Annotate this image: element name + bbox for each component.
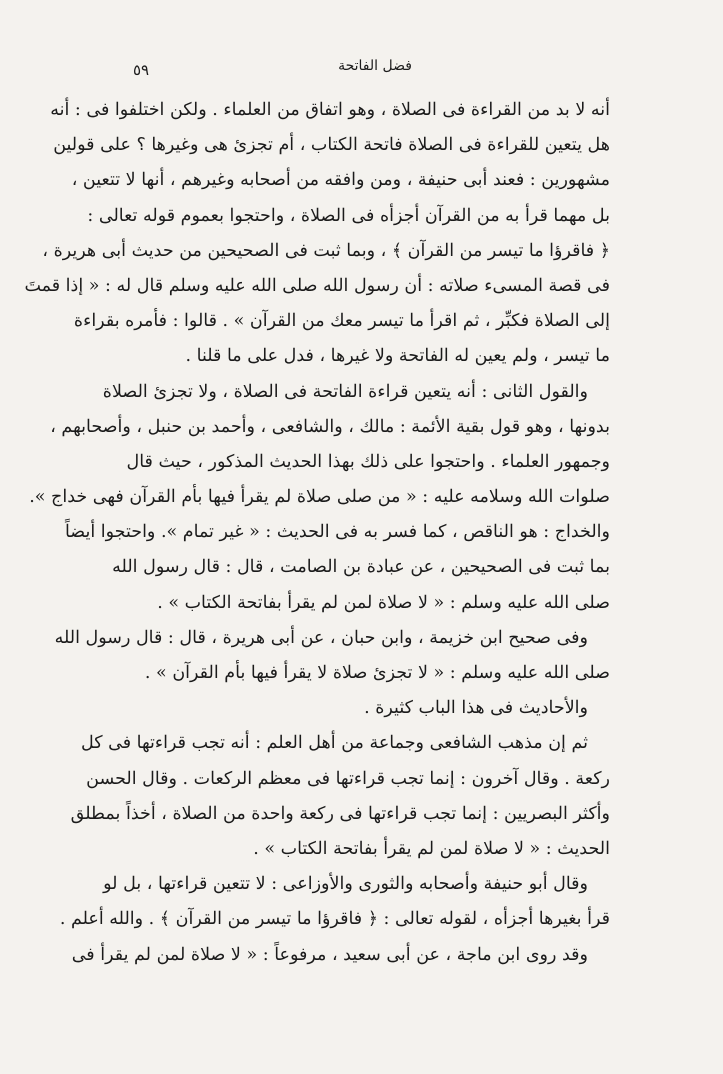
text-line: وفى صحيح ابن خزيمة ، وابن حبان ، عن أبى هريرة ، قال : قال رسول الله [54,627,588,648]
text-line: وأكثر البصريين : إنما تجب قراءتها فى ركعة واحدة من الصلاة ، أخذاً بمطلق [70,803,610,824]
text-line: إلى الصلاة فكبِّر ، ثم اقرأ ما تيسر معك من القرآن » . قالوا : فأمره بقراءة [73,311,610,332]
text-line: الحديث : « لا صلاة لمن لم يقرأ بفاتحة الكتاب » . [253,838,610,859]
text-line: فى قصة المسىء صلاته : أن رسول الله صلى الله عليه وسلم قال له : « إذا قمتَ [24,275,610,296]
text-line: هل يتعين للقراءة فى الصلاة فاتحة الكتاب ، أم تجزئ هى وغيرها ؟ على قولين [53,135,610,156]
text-line: صلى الله عليه وسلم : « لا تجزئ صلاة لا يقرأ فيها بأم القرآن » . [144,663,610,683]
text-line: ثم إن مذهب الشافعى وجماعة من أهل العلم : أنه تجب قراءتها فى كل [81,733,588,754]
text-line: ركعة . وقال آخرون : إنما تجب قراءتها فى معظم الركعات . وقال الحسن [86,768,610,789]
text-line: بدونها ، وهو قول بقية الأئمة : مالك ، والشافعى ، وأحمد بن حنبل ، وأصحابهم ، [50,416,610,437]
text-line: أنه لا بد من القراءة فى الصلاة ، وهو اتفاق من العلماء . ولكن اختلفوا فى : أنه [50,100,610,120]
text-line: وقال أبو حنيفة وأصحابه والثورى والأوزاعى : لا تتعين قراءتها ، بل لو [103,874,588,895]
text-line: بما ثبت فى الصحيحين ، عن عبادة بن الصامت ، قال : قال رسول الله [112,557,610,578]
text-line: صلى الله عليه وسلم : « لا صلاة لمن لم يقرأ بفاتحة الكتاب » . [157,592,610,613]
text-line: ما تيسر ، ولم يعين له الفاتحة ولا غيرها ، فدل على ما قلنا . [185,346,610,367]
text-line: والأحاديث فى هذا الباب كثيرة . [364,698,588,719]
body-text [24,93,610,973]
text-line: ﴿ فاقرؤا ما تيسر من القرآن ﴾ ، وبما ثبت فى الصحيحين من حديث أبى هريرة ، [42,240,610,261]
text-line: صلوات الله وسلامه عليه : « من صلى صلاة لم يقرأ فيها بأم القرآن فهى خداج ». [29,487,610,508]
text-line: وقد روى ابن ماجة ، عن أبى سعيد ، مرفوعاً : « لا صلاة لمن لم يقرأ فى [71,944,588,965]
text-line: والخداج : هو الناقص ، كما فسر به فى الحديث : « غير تمام ». واحتجوا أيضاً [64,522,610,543]
running-head: فضل الفاتحة [338,58,412,74]
text-line: قرأ بغيرها أجزأه ، لقوله تعالى : ﴿ فاقرؤا ما تيسر من القرآن ﴾ . والله أعلم . [59,909,610,930]
page-number: ٥٩ [133,61,150,79]
text-line: والقول الثانى : أنه يتعين قراءة الفاتحة فى الصلاة ، ولا تجزئ الصلاة [102,381,588,402]
text-line: مشهورين : فعند أبى حنيفة ، ومن وافقه من أصحابه وغيرهم ، أنها لا تتعين ، [71,170,610,191]
text-line: بل مهما قرأ به من القرآن أجزأه فى الصلاة ، واحتجوا بعموم قوله تعالى : [87,205,610,226]
text-line: وجمهور العلماء . واحتجوا على ذلك بهذا الحديث المذكور ، حيث قال [126,451,610,472]
